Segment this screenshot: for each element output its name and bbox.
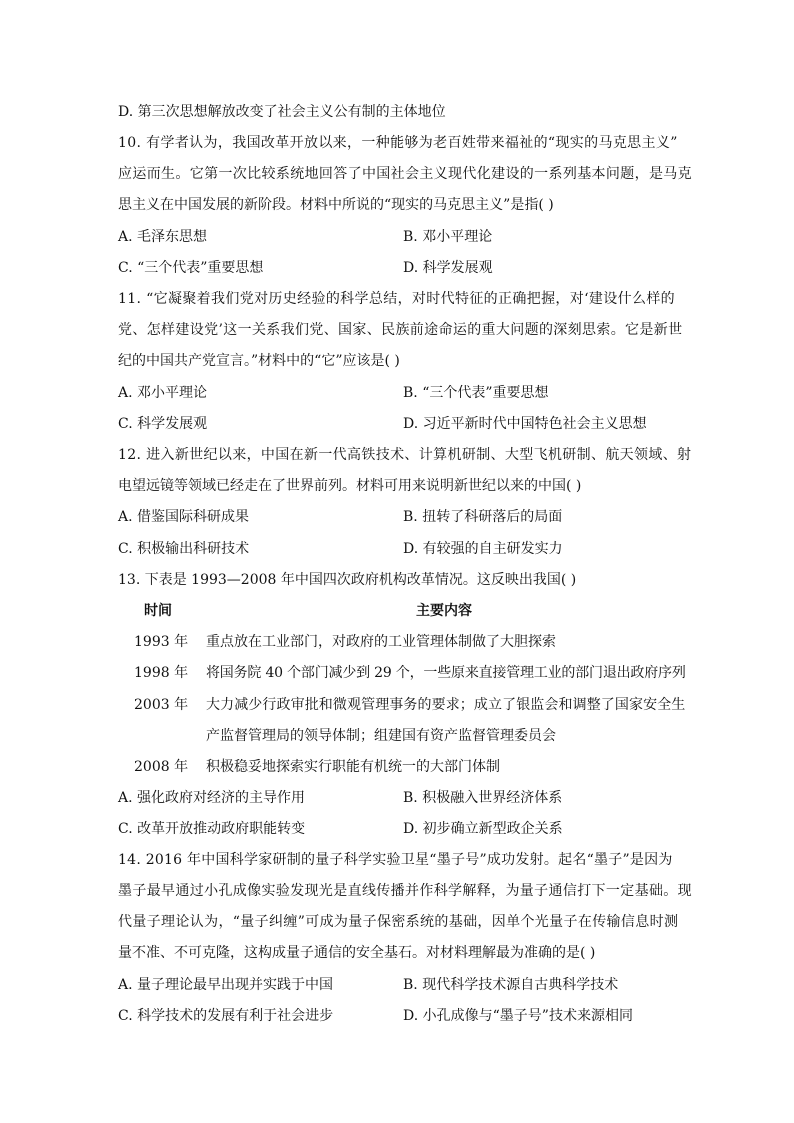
table-cell-content: 大力减少行政审批和微观管理事务的要求；成立了银监会和调整了国家安全生 — [206, 697, 686, 713]
q10-stem-line-2: 应运而生。它第一次比较系统地回答了中国社会主义现代化建设的一系列基本问题，是马克 — [118, 166, 692, 182]
q12-stem-line-1: 12. 进入新世纪以来，中国在新一代高铁技术、计算机研制、大型飞机研制、航天领域、射 — [118, 447, 692, 463]
q10-option-a: A. 毛泽东思想 — [118, 229, 208, 245]
q13-option-c: C. 改革开放推动政府职能转变 — [118, 821, 306, 837]
table-cell-content-continued: 产监督管理局的领导体制；组建国有资产监督管理委员会 — [206, 728, 556, 744]
table-cell-content: 积极稳妥地探索实行职能有机统一的大部门体制 — [206, 759, 500, 775]
q14-stem-line-3: 代量子理论认为，“量子纠缠”可成为量子保密系统的基础，因单个光量子在传输信息时测 — [118, 914, 679, 930]
q10-stem-line-3: 思主义在中国发展的新阶段。材料中所说的“现实的马克思主义”是指( ) — [118, 197, 554, 213]
q14-stem-line-1: 14. 2016 年中国科学家研制的量子科学实验卫星“墨子号”成功发射。起名“墨子”是因为 — [118, 852, 673, 868]
q12-option-d: D. 有较强的自主研发实力 — [403, 541, 563, 557]
q14-option-b: B. 现代科学技术源自古典科学技术 — [403, 977, 619, 993]
table-cell-content: 将国务院 40 个部门减少到 29 个，一些原来直接管理工业的部门退出政府序列 — [206, 665, 686, 681]
q12-option-b: B. 扭转了科研落后的局面 — [403, 509, 563, 525]
q11-option-d: D. 习近平新时代中国特色社会主义思想 — [403, 416, 647, 432]
q10-option-b: B. 邓小平理论 — [403, 229, 493, 245]
table-cell-content: 重点放在工业部门，对政府的工业管理体制做了大胆探索 — [206, 634, 556, 650]
q10-stem-line-1: 10. 有学者认为，我国改革开放以来，一种能够为老百姓带来福祉的“现实的马克思主义” — [118, 135, 678, 151]
table-cell-year: 1993 年 — [134, 634, 189, 650]
table-cell-year: 2008 年 — [134, 759, 189, 775]
q11-option-b: B. “三个代表”重要思想 — [403, 385, 549, 401]
q11-stem-line-3: 纪的中国共产党宣言。”材料中的“它”应该是( ) — [118, 353, 400, 369]
q13-option-a: A. 强化政府对经济的主导作用 — [118, 790, 306, 806]
q11-option-a: A. 邓小平理论 — [118, 385, 208, 401]
q11-stem-line-2: 党、怎样建设党’这一关系我们党、国家、民族前途命运的重大问题的深刻思索。它是新世 — [118, 322, 683, 338]
q14-option-d: D. 小孔成像与“墨子号”技术来源相同 — [403, 1008, 633, 1024]
table-cell-year: 2003 年 — [134, 697, 189, 713]
q11-stem-line-1: 11. “它凝聚着我们党对历史经验的科学总结，对时代特征的正确把握，对‘建设什么样的 — [118, 291, 676, 307]
q14-option-c: C. 科学技术的发展有利于社会进步 — [118, 1008, 334, 1024]
q13-stem-line-1: 13. 下表是 1993—2008 年中国四次政府机构改革情况。这反映出我国( ) — [118, 572, 577, 588]
q14-stem-line-2: 墨子最早通过小孔成像实验发现光是直线传播并作科学解释，为量子通信打下一定基础。现 — [118, 883, 692, 899]
table-header-content: 主要内容 — [416, 603, 472, 619]
q10-option-c: C. “三个代表”重要思想 — [118, 260, 264, 276]
q14-stem-line-4: 量不准、不可克隆，这构成量子通信的安全基石。对材料理解最为准确的是( ) — [118, 945, 596, 961]
table-cell-year: 1998 年 — [134, 665, 189, 681]
q11-option-c: C. 科学发展观 — [118, 416, 208, 432]
table-header-time: 时间 — [144, 603, 172, 619]
q10-option-d: D. 科学发展观 — [403, 260, 493, 276]
q9-option-d: D. 第三次思想解放改变了社会主义公有制的主体地位 — [118, 104, 446, 120]
q13-option-b: B. 积极融入世界经济体系 — [403, 790, 563, 806]
q12-option-a: A. 借鉴国际科研成果 — [118, 509, 250, 525]
q13-option-d: D. 初步确立新型政企关系 — [403, 821, 563, 837]
q12-stem-line-2: 电望远镜等领域已经走在了世界前列。材料可用来说明新世纪以来的中国( ) — [118, 478, 582, 494]
q14-option-a: A. 量子理论最早出现并实践于中国 — [118, 977, 334, 993]
q12-option-c: C. 积极输出科研技术 — [118, 541, 250, 557]
